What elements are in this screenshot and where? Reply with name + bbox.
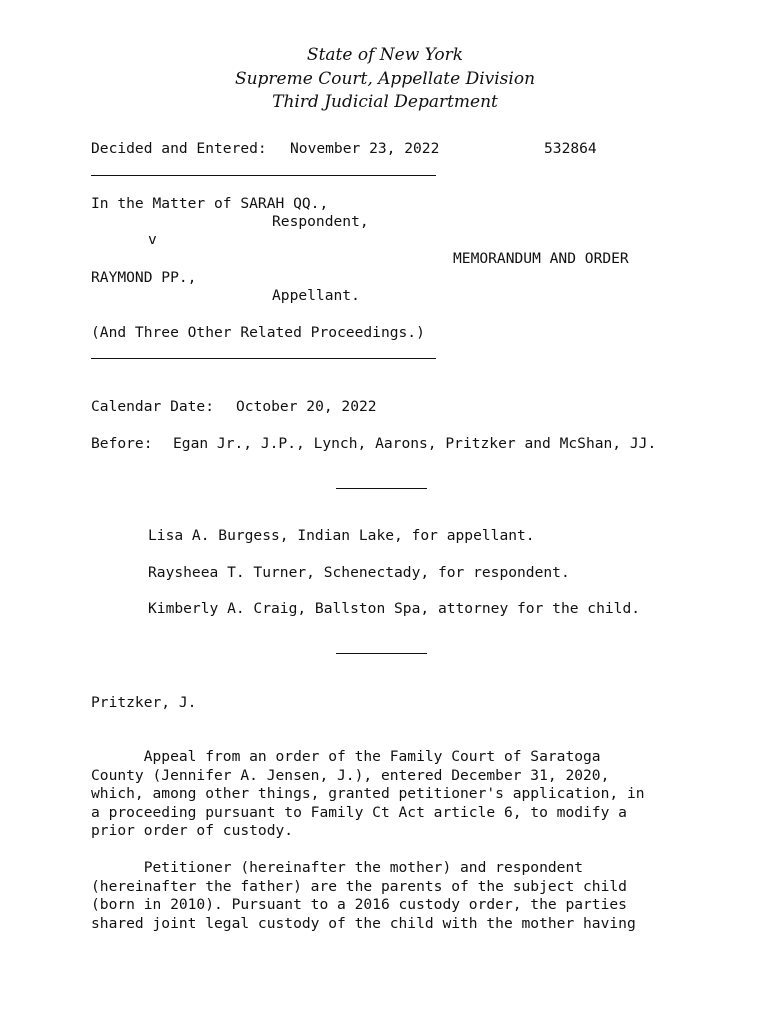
counsel-respondent: Raysheea T. Turner, Schenectady, for respondent. xyxy=(148,564,570,581)
opinion-paragraph-2 xyxy=(91,841,636,951)
bench-label: Before: xyxy=(91,435,153,452)
court-header xyxy=(0,44,770,115)
text-line: (hereinafter the father) are the parents of the subject child xyxy=(91,877,627,895)
caption-respondent-role: Respondent, xyxy=(272,213,369,230)
counsel-appellant: Lisa A. Burgess, Indian Lake, for appellant. xyxy=(148,527,535,544)
caption-versus: v xyxy=(148,231,157,248)
caption-top-rule xyxy=(91,175,436,176)
court-department: Third Judicial Department xyxy=(272,92,498,112)
order-type: MEMORANDUM AND ORDER xyxy=(453,250,629,267)
caption-appellant-role: Appellant. xyxy=(272,287,360,304)
text-line: County (Jennifer A. Jensen, J.), entered December 31, 2020, xyxy=(91,766,610,784)
caption-related: (And Three Other Related Proceedings.) xyxy=(91,324,425,341)
caption-matter: In the Matter of SARAH QQ., xyxy=(91,195,329,212)
separator-rule-1 xyxy=(336,488,427,489)
bench-justices: Egan Jr., J.P., Lynch, Aarons, Pritzker and McShan, JJ. xyxy=(173,435,657,452)
calendar-date: October 20, 2022 xyxy=(236,398,377,415)
counsel-child: Kimberly A. Craig, Ballston Spa, attorney for the child. xyxy=(148,600,641,617)
text-line: prior order of custody. xyxy=(91,822,294,840)
calendar-label: Calendar Date: xyxy=(91,398,215,415)
text-line: a proceeding pursuant to Family Ct Act article 6, to modify a xyxy=(91,803,627,821)
text-line: shared joint legal custody of the child with the mother having xyxy=(91,914,636,932)
text-line: which, among other things, granted petitioner's application, in xyxy=(91,785,645,803)
text-line: Petitioner (hereinafter the mother) and respondent xyxy=(91,859,584,877)
caption-appellant-name: RAYMOND PP., xyxy=(91,269,197,286)
decided-label: Decided and Entered: xyxy=(91,140,267,157)
decided-date: November 23, 2022 xyxy=(290,140,440,157)
text-line: Appeal from an order of the Family Court of Saratoga xyxy=(91,748,601,766)
text-line: (born in 2010). Pursuant to a 2016 custody order, the parties xyxy=(91,896,627,914)
court-name: Supreme Court, Appellate Division xyxy=(234,68,536,89)
court-state: State of New York xyxy=(306,45,464,65)
separator-rule-2 xyxy=(336,653,427,654)
docket-number: 532864 xyxy=(544,140,597,157)
caption-bottom-rule xyxy=(91,358,436,359)
opinion-author: Pritzker, J. xyxy=(91,694,197,711)
opinion-paragraph-1 xyxy=(91,730,645,859)
